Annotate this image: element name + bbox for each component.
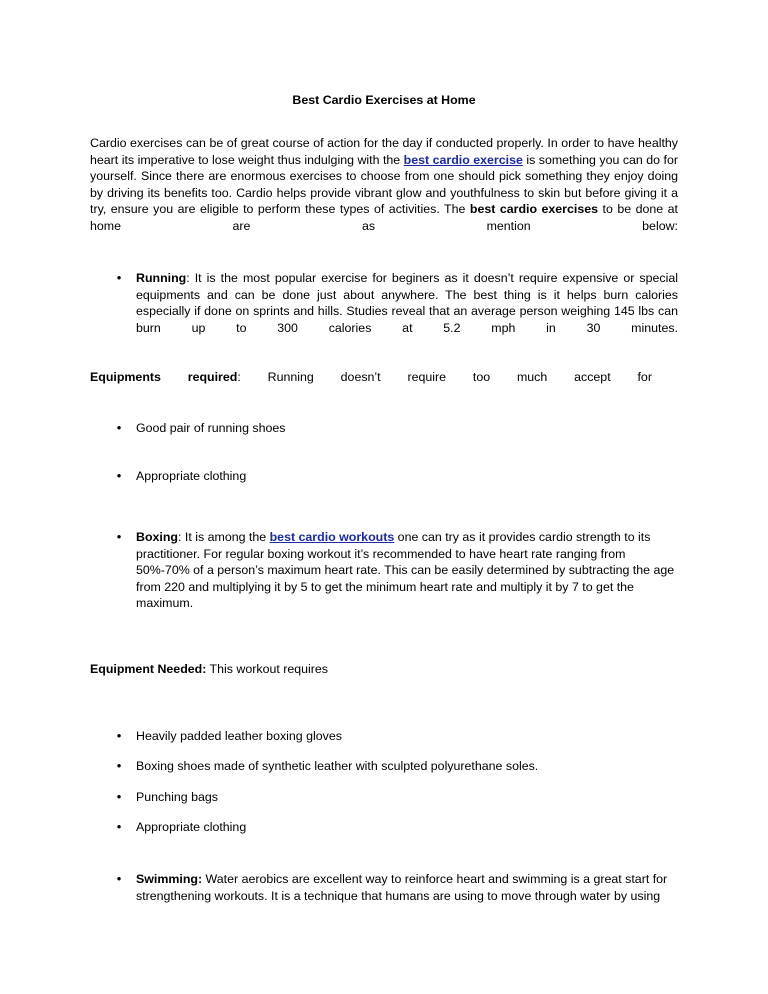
- word: doesn’t: [340, 370, 381, 384]
- list-item-text: Appropriate clothing: [136, 820, 247, 834]
- swimming-description: Water aerobics are excellent way to reinforce heart and swimming is a great start for strengthening workouts. It is a technique that humans are using to move through water by using: [136, 872, 668, 903]
- required-word: required:: [187, 370, 241, 384]
- equipments-label: Equipments: [90, 370, 161, 384]
- intro-bold-text: best cardio exercises: [469, 202, 599, 217]
- bullet-icon: •: [116, 758, 122, 773]
- boxing-text-2: one can try as it provides cardio strength to its practitioner. For regular boxing workout it’s recommended to have heart rate ranging from 50%-70% of a person’s maximum heart rate. This can be easily determined by subtracting the age from 220 and multiplying it by 5 to get the minimum heart rate and multiply it by 7 to get the maximum.: [136, 530, 675, 611]
- running-text: [136, 270, 678, 336]
- equipment-needed-text: This workout requires: [206, 662, 329, 676]
- list-item-text: Boxing shoes made of synthetic leather with sculpted polyurethane soles.: [136, 759, 539, 773]
- swimming-text: [136, 871, 678, 904]
- bullet-icon: •: [116, 529, 122, 544]
- intro-text-1: Cardio exercises can be of great course of action for the day if conducted properly. In order to have healthy heart its imperative to lose weight thus indulging with the: [90, 136, 678, 167]
- boxing-text: [136, 529, 678, 612]
- intro-text-3: to be done at home are as mention below:: [90, 202, 678, 233]
- word: Running: [267, 370, 314, 384]
- word: much: [516, 370, 548, 384]
- word: for: [637, 370, 652, 384]
- list-item-text: Good pair of running shoes: [136, 421, 286, 435]
- best-cardio-exercise-link[interactable]: best cardio exercise: [403, 152, 523, 167]
- equipment-needed-line: [90, 661, 678, 678]
- best-cardio-workouts-link[interactable]: best cardio workouts: [269, 530, 395, 544]
- document-title: Best Cardio Exercises at Home: [292, 93, 476, 107]
- bullet-icon: •: [116, 270, 122, 285]
- bullet-icon: •: [116, 789, 122, 804]
- swimming-label: Swimming:: [136, 872, 203, 886]
- bullet-icon: •: [116, 728, 122, 743]
- list-item-text: Punching bags: [136, 790, 218, 804]
- running-label: Running: [136, 271, 187, 285]
- boxing-text-1: : It is among the: [178, 530, 270, 544]
- running-description: : It is the most popular exercise for beginers as it doesn’t require expensive or special equipments and can be done just about anywhere. The best thing is it helps burn calories especially if done on sprints and hills. Studies reveal that an average person weighing 145 lbs can burn up to 300 calories at 5.2 mph in 30 minutes.: [136, 271, 678, 335]
- bullet-icon: •: [116, 819, 122, 834]
- bullet-icon: •: [116, 420, 122, 435]
- word: accept: [574, 370, 611, 384]
- word: too: [472, 370, 491, 384]
- equipments-required-line: [90, 369, 652, 386]
- list-item-text: Appropriate clothing: [136, 469, 247, 483]
- word: require: [407, 370, 447, 384]
- list-item-text: Heavily padded leather boxing gloves: [136, 729, 342, 743]
- intro-paragraph: [90, 135, 678, 235]
- equipment-needed-label: Equipment Needed:: [90, 662, 207, 676]
- boxing-label: Boxing: [136, 530, 178, 544]
- intro-text-2: is something you can do for yourself. Since there are enormous exercises to choose from one should pick something they enjoy doing by driving its benefits too. Cardio helps provide vibrant glow and youthfulness to skin but before giving it a try, ensure you are eligible to perform these types of activities. The: [90, 152, 678, 217]
- bullet-icon: •: [116, 468, 122, 483]
- bullet-icon: •: [116, 871, 122, 886]
